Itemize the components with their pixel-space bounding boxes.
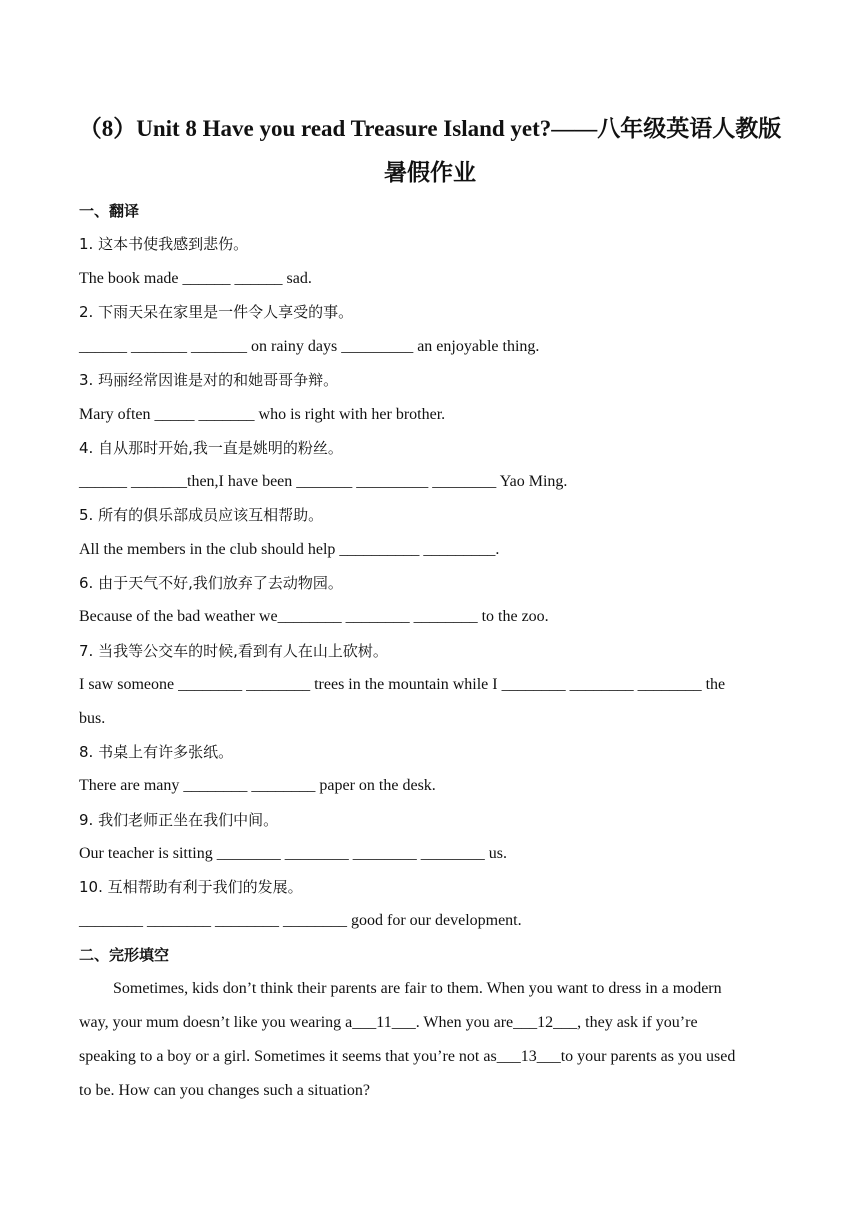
item-1-english: The book made ______ ______ sad. bbox=[79, 270, 312, 287]
cloze-blank-13: ___13___ bbox=[496, 1048, 561, 1065]
item-9-chinese: 9. 我们老师正坐在我们中间。 bbox=[79, 811, 279, 829]
item-4-english: ______ _______then,I have been _______ _________ ________ Yao Ming. bbox=[79, 473, 568, 490]
passage-text: . When you are bbox=[415, 1014, 514, 1031]
item-5-english: All the members in the club should help __________ _________. bbox=[79, 541, 500, 558]
section-heading-translation: 一、翻译 bbox=[79, 202, 140, 220]
item-1-chinese: 1. 这本书使我感到悲伤。 bbox=[79, 235, 249, 253]
passage-text: to your parents as you used bbox=[560, 1048, 736, 1065]
passage-text: speaking to a boy or a girl. Sometimes it seems that you’re not as bbox=[79, 1048, 497, 1065]
item-5-chinese: 5. 所有的俱乐部成员应该互相帮助。 bbox=[79, 506, 324, 524]
item-7-chinese: 7. 当我等公交车的时候,看到有人在山上砍树。 bbox=[79, 642, 388, 660]
page-title: （8）Unit 8 Have you read Treasure Island yet?——八年级英语人教版 bbox=[78, 116, 782, 141]
item-2-english: ______ _______ _______ on rainy days _________ an enjoyable thing. bbox=[79, 338, 540, 355]
item-3-chinese: 3. 玛丽经常因谁是对的和她哥哥争辩。 bbox=[79, 371, 339, 389]
item-6-english: Because of the bad weather we________ ________ ________ to the zoo. bbox=[79, 608, 549, 625]
passage-line-4: to be. How can you changes such a situation? bbox=[79, 1082, 371, 1099]
item-7-english-cont: bus. bbox=[79, 710, 106, 727]
item-3-english: Mary often _____ _______ who is right with her brother. bbox=[79, 406, 446, 423]
cloze-blank-11: ___11___ bbox=[352, 1014, 416, 1031]
item-9-english: Our teacher is sitting ________ ________ ________ ________ us. bbox=[79, 845, 507, 862]
item-8-english: There are many ________ ________ paper on the desk. bbox=[79, 777, 436, 794]
passage-line-2 bbox=[79, 1012, 698, 1034]
cloze-blank-12: ___12___ bbox=[513, 1014, 578, 1031]
item-4-chinese: 4. 自从那时开始,我一直是姚明的粉丝。 bbox=[79, 439, 343, 457]
item-2-chinese: 2. 下雨天呆在家里是一件令人享受的事。 bbox=[79, 303, 354, 321]
passage-text: way, your mum doesn’t like you wearing a bbox=[79, 1014, 353, 1031]
item-6-chinese: 6. 由于天气不好,我们放弃了去动物园。 bbox=[79, 574, 343, 592]
passage-line-3 bbox=[79, 1046, 735, 1068]
section-heading-cloze: 二、完形填空 bbox=[79, 946, 170, 964]
item-10-english: ________ ________ ________ ________ good for our development. bbox=[79, 912, 522, 929]
item-8-chinese: 8. 书桌上有许多张纸。 bbox=[79, 743, 234, 761]
passage-text: , they ask if you’re bbox=[577, 1014, 698, 1031]
item-10-chinese: 10. 互相帮助有利于我们的发展。 bbox=[79, 878, 303, 896]
passage-line-1: Sometimes, kids don’t think their parents are fair to them. When you want to dress in a modern bbox=[113, 980, 722, 997]
item-7-english: I saw someone ________ ________ trees in the mountain while I ________ ________ ________ the bbox=[79, 676, 726, 693]
page-subtitle: 暑假作业 bbox=[384, 160, 476, 185]
